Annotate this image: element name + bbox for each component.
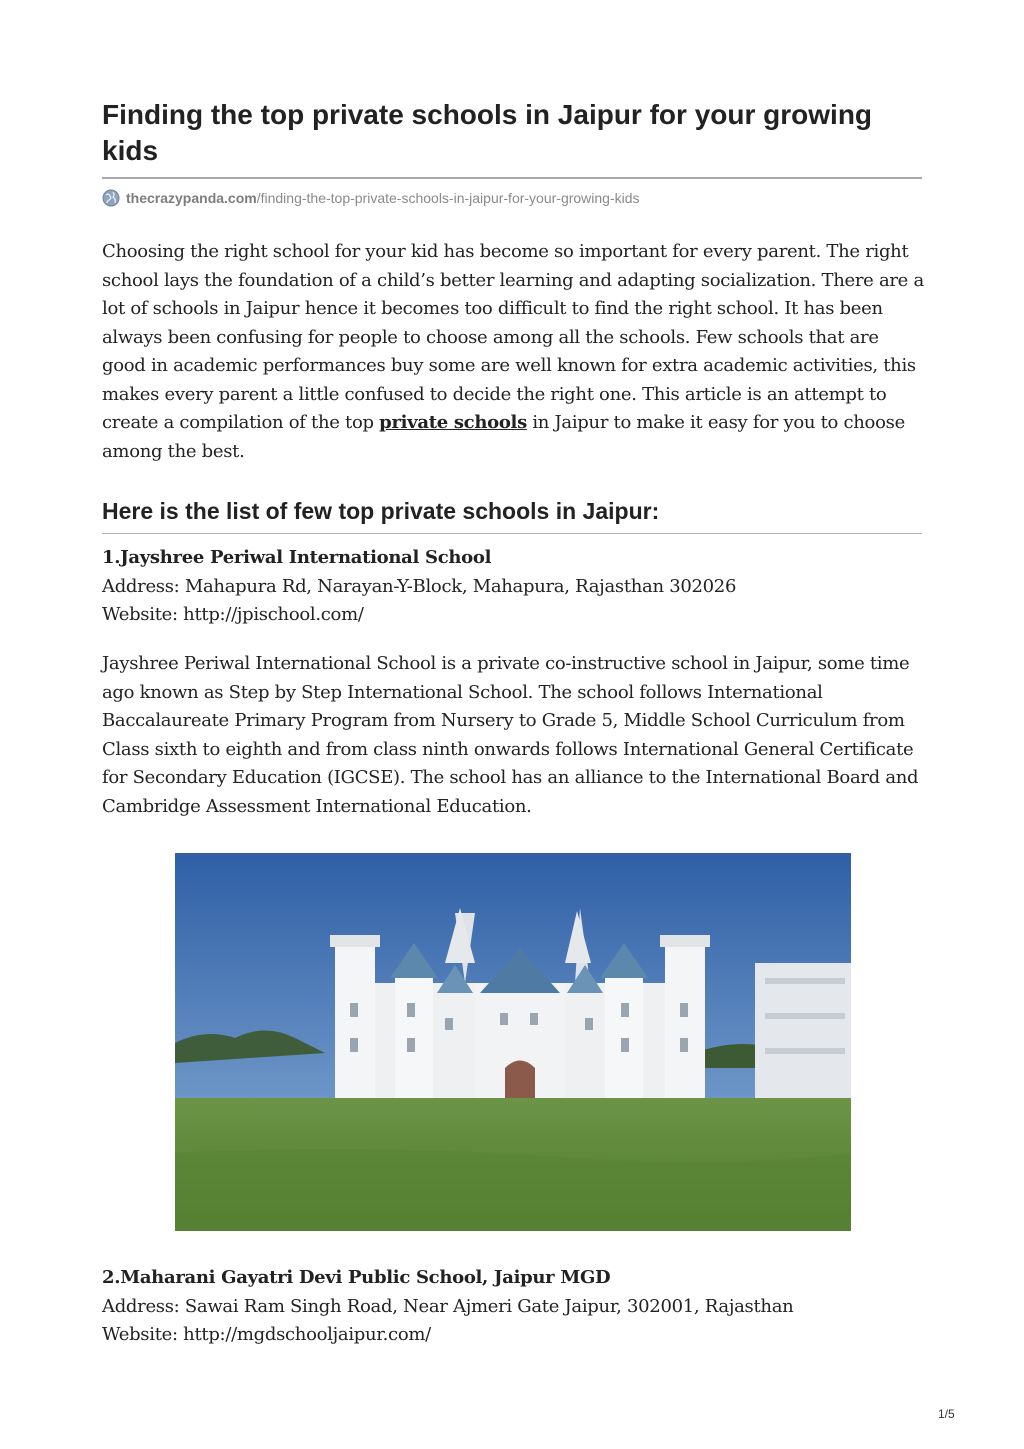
list-heading: Here is the list of few top private schools in Jaipur: [102, 498, 660, 524]
article-title: Finding the top private schools in Jaipur for your growing kids [102, 99, 873, 166]
school-address: Address: Sawai Ram Singh Road, Near Ajmeri Gate Jaipur, 302001, Rajasthan [102, 1295, 794, 1317]
source-path[interactable]: /finding-the-top-private-schools-in-jaipur-for-your-growing-kids [256, 190, 640, 206]
school-entry [102, 1264, 922, 1350]
school-website: Website: http://mgdschooljaipur.com/ [102, 1324, 431, 1345]
page-number: 1/5 [938, 1407, 955, 1421]
school-entry [102, 544, 922, 630]
intro-text-end: in Jaipur to make it easy for you to choose among the best. [102, 412, 905, 462]
school-name: 1.Jayshree Periwal International School [102, 547, 492, 568]
private-schools-link[interactable]: private schools [379, 412, 527, 433]
school-website: Website: http://jpischool.com/ [102, 604, 364, 625]
title-divider [102, 177, 922, 179]
intro-text: Choosing the right school for your kid has become so important for every parent. The right school lays the foundation of a child’s better learning and adapting socialization. There are a lot of schools in Jaipur hence it becomes too difficult to find the right school. It has been always been confusing for people to choose among all the schools. Few schools that are good in academic performances buy some are well known for extra academic activities, this makes every parent a little confused to decide the right one. This article is an attempt to create a compilation of the top [102, 241, 924, 433]
source-line [102, 188, 640, 208]
school-name: 2.Maharani Gayatri Devi Public School, Jaipur MGD [102, 1267, 611, 1288]
source-domain[interactable]: thecrazypanda.com [126, 190, 257, 206]
intro-paragraph [102, 238, 924, 466]
school-description: Jayshree Periwal International School is a private co-instructive school in Jaipur, some time ago known as Step by Step International School. The school follows International Baccalaureate Primary Program from Nursery to Grade 5, Middle School Curriculum from Class sixth to eighth and from class ninth onwards follows International General Certificate for Secondary Education (IGCSE). The school has an alliance to the International Board and Cambridge Assessment International Education. [102, 653, 919, 817]
school-address: Address: Mahapura Rd, Narayan-Y-Block, Mahapura, Rajasthan 302026 [102, 575, 737, 597]
globe-icon [102, 189, 120, 207]
school-building-photo [175, 853, 851, 1231]
list-heading-divider [102, 533, 922, 534]
